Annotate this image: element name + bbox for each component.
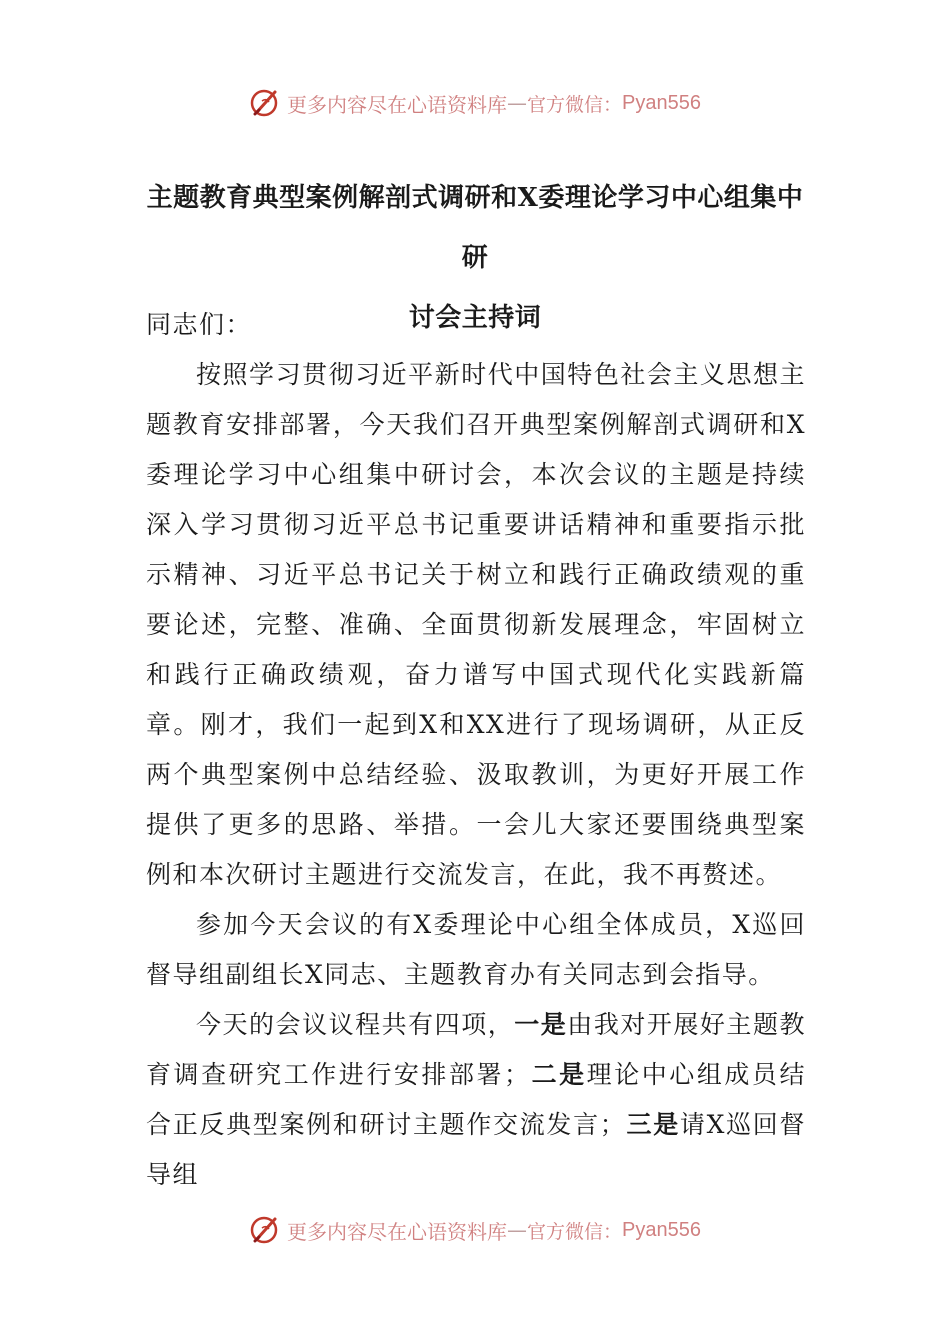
paragraph-2: 参加今天会议的有X委理论中心组全体成员，X巡回督导组副组长X同志、主题教育办有关同志到会指导。: [146, 910, 806, 989]
agenda-keyword-2: 二是: [530, 1060, 587, 1089]
watermark-separator: —: [507, 91, 527, 115]
paragraph-1: 按照学习贯彻习近平新时代中国特色社会主义思想主题教育安排部署，今天我们召开典型案例解剖式调研和X委理论学习中心组集中研讨会，本次会议的主题是持续深入学习贯彻习近平总书记重要讲话精神和重要指示批示精神、习近平总书记关于树立和践行正确政绩观的重要论述，完整、准确、全面贯彻新发展理念，牢固树立和践行正确政绩观，奋力谱写中国式现代化实践新篇章。刚才，我们一起到X和XX进行了现场调研，从正反两个典型案例中总结经验、汲取教训，为更好开展工作提供了更多的思路、举措。一会儿大家还要围绕典型案例和本次研讨主题进行交流发言，在此，我不再赘述。: [146, 360, 806, 889]
watermark-promo-text: 更多内容尽在心语资料库: [287, 1219, 507, 1244]
document-body: [146, 300, 806, 1200]
agenda-intro: 今天的会议议程共有四项，: [196, 1010, 515, 1039]
salutation: 同志们：: [146, 310, 253, 339]
title-line-2: 讨会主持词: [408, 303, 542, 333]
pen-logo-icon: [249, 1213, 283, 1247]
watermark-contact-label: 官方微信：: [527, 93, 623, 116]
watermark-separator: —: [507, 1218, 527, 1242]
watermark-wechat-id: Pyan556: [622, 91, 701, 114]
watermark-promo-text: 更多内容尽在心语资料库: [287, 92, 507, 117]
agenda-item-2: 理论中心组成员结合正反典型案例和研讨主题作交流发言；: [146, 1060, 806, 1139]
watermark-banner-top: [0, 83, 950, 123]
agenda-item-1: 由我对开展好主题教育调查研究工作进行安排部署；: [146, 1010, 806, 1089]
watermark-wechat-id: Pyan556: [622, 1218, 701, 1241]
paragraph-3: [146, 1000, 806, 1200]
watermark-banner-bottom: [0, 1210, 950, 1250]
watermark-contact-label: 官方微信：: [527, 1220, 623, 1243]
agenda-keyword-3: 三是: [626, 1110, 680, 1139]
pen-logo-icon: [249, 86, 283, 120]
agenda-keyword-1: 一是: [514, 1010, 568, 1039]
title-line-1: 主题教育典型案例解剖式调研和X委理论学习中心组集中研: [146, 183, 804, 273]
agenda-item-3: 请X巡回督导组: [146, 1110, 806, 1189]
